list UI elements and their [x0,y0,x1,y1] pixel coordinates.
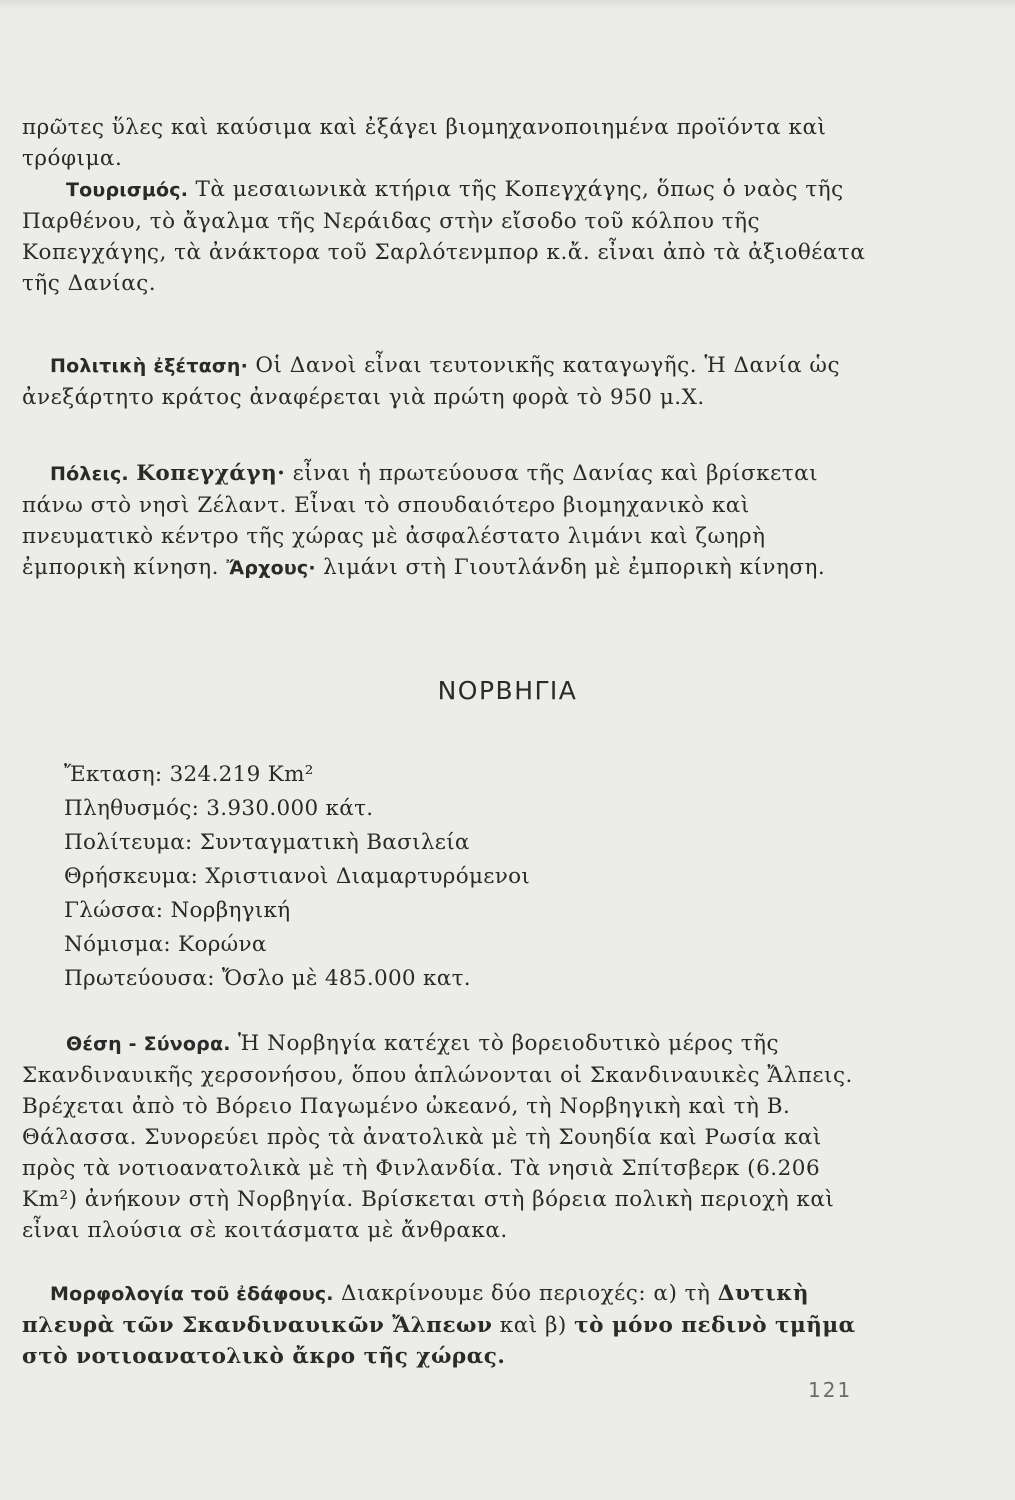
fact-currency: Νόμισμα: Κορώνα [64,932,267,957]
facts-list [64,758,764,996]
fact-religion: Θρήσκευμα: Χριστιανοὶ Διαμαρτυρόμενοι [64,864,531,889]
cities-heading: Πόλεις. [50,463,129,485]
paragraph-politics [22,350,868,413]
paragraph-text: πρῶτες ὕλες καὶ καύσιμα καὶ ἐξάγει βιομηχανοποιημένα προϊόντα καὶ τρόφιμα. [22,115,827,171]
morphology-text-2: καὶ β) [499,1313,567,1338]
paragraph-cities [22,458,868,584]
paragraph-products [22,112,868,174]
morphology-southeast-region: τὸ μόνο πεδινὸ τμῆμα στὸ νοτιοανατολικὸ ἄκρο τῆς χώρας. [22,1313,856,1369]
section-title: ΝΟΡΒΗΓΙΑ [437,676,578,705]
copenhagen-text: εἶναι ἡ πρωτεύουσα τῆς Δανίας καὶ βρίσκεται πάνω στὸ νησὶ Ζέλαντ. Εἶναι τὸ σπουδαιότερο βιομηχανικὸ καὶ πνευματικὸ κέντρο τῆς χώρας μὲ ἀσφαλέστατο λιμάνι καὶ ζωηρὴ ἐμπορικὴ κίνηση. [22,461,819,580]
fact-government: Πολίτευμα: Συνταγματικὴ Βασιλεία [64,830,470,855]
paragraph-morphology [22,1278,868,1372]
position-text: Ἡ Νορβηγία κατέχει τὸ βορειοδυτικὸ μέρος τῆς Σκανδιναυικῆς χερσονήσου, ὅπου ἁπλώνονται οἱ Σκανδιναυικὲς Ἄλπεις. Βρέχεται ἀπὸ τὸ Βόρειο Παγωμένο ὠκεανό, τὴ Νορβηγικὴ καὶ τὴ Β. Θάλασσα. Συνορεύει πρὸς τὰ ἀνατολικὰ μὲ τὴ Σουηδία καὶ Ρωσία καὶ πρὸς τὰ νοτιοανατολικὰ μὲ τὴ Φινλανδία. Τὰ νησιὰ Σπίτσβερκ (6.206 Km²) ἀνήκουν στὴ Νορβηγία. Βρίσκεται στὴ βόρεια πολικὴ περιοχὴ καὶ εἶναι πλούσια σὲ κοιτάσματα μὲ ἄνθρακα. [22,1031,853,1243]
morphology-heading: Μορφολογία τοῦ ἐδάφους. [50,1283,334,1305]
page-number: 121 [808,1378,853,1402]
aarhus-text: λιμάνι στὴ Γιουτλάνδη μὲ ἐμπορικὴ κίνηση. [323,555,826,580]
politics-text: Οἱ Δανοὶ εἶναι τευτονικῆς καταγωγῆς. Ἡ Δανία ὡς ἀνεξάρτητο κράτος ἀναφέρεται γιὰ πρώτη φορὰ τὸ 950 μ.Χ. [22,353,841,410]
position-heading: Θέση - Σύνορα. [66,1033,231,1055]
fact-capital: Πρωτεύουσα: Ὄσλο μὲ 485.000 κατ. [64,966,471,991]
fact-area: Ἔκταση: 324.219 Km² [64,762,314,787]
city-aarhus: Ἄρχους· [226,557,316,579]
morphology-west-region: Δυτικὴ πλευρὰ τῶν Σκανδιναυικῶν Ἄλπεων [22,1281,809,1338]
paragraph-position [22,1028,868,1246]
morphology-text: Διακρίνουμε δύο περιοχές: α) τὴ [341,1281,711,1306]
fact-population: Πληθυσμός: 3.930.000 κάτ. [64,796,374,821]
tourism-text: Τὰ μεσαιωνικὰ κτήρια τῆς Κοπεγχάγης, ὅπως ὁ ναὸς τῆς Παρθένου, τὸ ἄγαλμα τῆς Νεράιδας στὴν εἴσοδο τοῦ κόλπου τῆς Κοπεγχάγης, τὰ ἀνάκτορα τοῦ Σαρλότενμπορ κ.ἄ. εἶναι ἀπὸ τὰ ἀξιοθέατα τῆς Δανίας. [22,177,866,296]
city-copenhagen: Κοπεγχάγη· [136,461,286,486]
paragraph-tourism [22,174,868,299]
tourism-heading: Τουρισμός. [66,179,189,201]
fact-language: Γλώσσα: Νορβηγική [64,898,291,923]
politics-heading: Πολιτικὴ ἐξέταση· [50,355,249,377]
